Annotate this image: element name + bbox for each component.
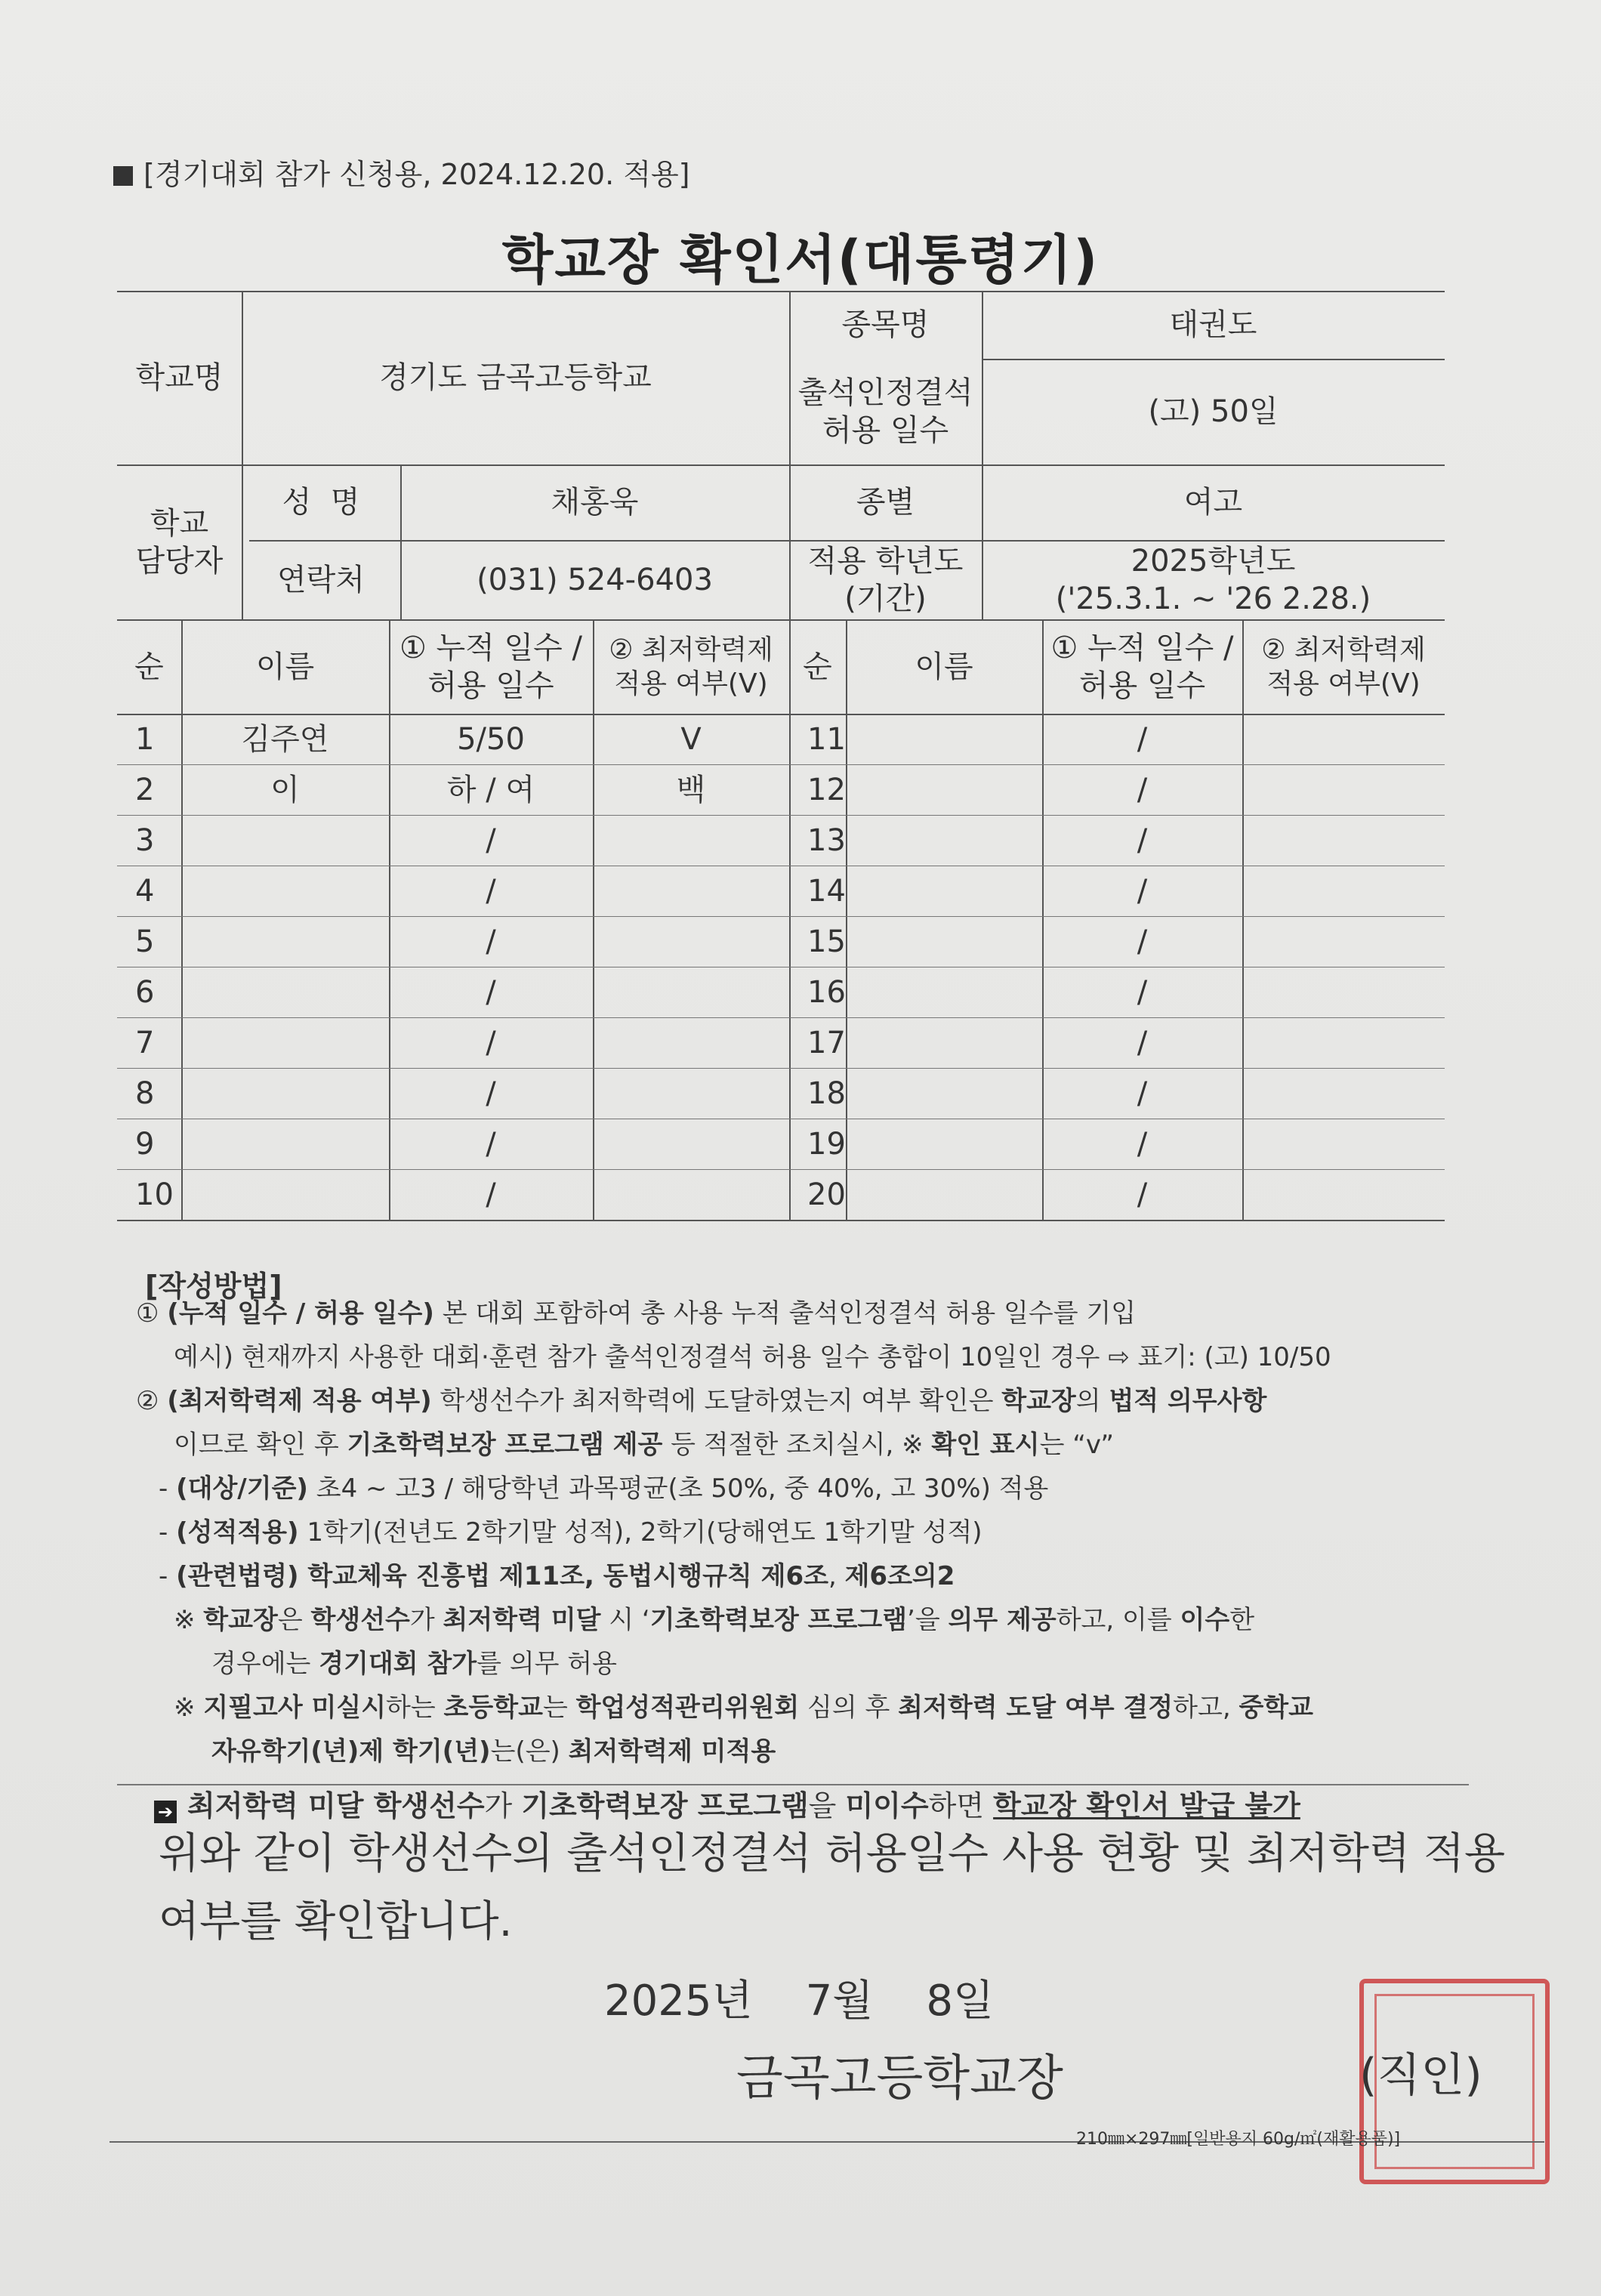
text: - bbox=[159, 1561, 177, 1591]
text-bold: 학생선수 bbox=[310, 1605, 410, 1635]
year-value bbox=[982, 540, 1445, 619]
text: 시 ‘ bbox=[600, 1605, 650, 1635]
seal-label: (직인) bbox=[1359, 2049, 1482, 2102]
table-cell-days: / bbox=[486, 822, 496, 858]
text-bold: 확인 표시 bbox=[931, 1430, 1040, 1460]
arrow-right-icon: ➔ bbox=[154, 1801, 177, 1823]
contact-label: 연락처 bbox=[277, 562, 365, 597]
confirm-statement: 위와 같이 학생선수의 출석인정결석 허용일수 사용 현황 및 최저학력 적용 여부를 확인합니다. bbox=[159, 1829, 1506, 1946]
event-label: 종목명 bbox=[841, 307, 930, 342]
instructions-title: [작성방법] bbox=[145, 1270, 282, 1303]
table-cell-name bbox=[846, 866, 1042, 916]
year-label-line2: (기간) bbox=[844, 581, 927, 616]
text-bold: 기초학력보장 프로그램 제공 bbox=[347, 1430, 663, 1460]
text: 하는 bbox=[386, 1693, 444, 1723]
manager-label-line2: 담당자 bbox=[135, 543, 224, 579]
instruction-line bbox=[136, 1511, 1495, 1554]
table-cell-no: 18 bbox=[807, 1075, 846, 1111]
text-bold: 최저학력 미달 학생선수 bbox=[187, 1789, 485, 1822]
table-cell-days: / bbox=[1137, 1177, 1148, 1212]
table-cell-name: 김주연 bbox=[241, 721, 329, 757]
table-cell-name bbox=[181, 1068, 389, 1119]
table-cell-days: 5/50 bbox=[457, 721, 525, 757]
table-cell-name bbox=[181, 866, 389, 916]
category-value: 여고 bbox=[1183, 485, 1243, 520]
header-name: 이름 bbox=[255, 649, 315, 684]
table-cell-no: 5 bbox=[135, 924, 155, 959]
text-bold: 최저학력 도달 여부 결정 bbox=[898, 1693, 1174, 1723]
text-bold: 이수 bbox=[1180, 1605, 1230, 1635]
table-cell-min bbox=[593, 967, 789, 1017]
table-cell-no: 10 bbox=[135, 1177, 174, 1212]
table-cell-name bbox=[846, 1017, 1042, 1068]
table-cell-days: / bbox=[486, 1025, 496, 1060]
table-cell-name bbox=[846, 1119, 1042, 1169]
table-border-bottom bbox=[117, 1220, 1445, 1221]
text: 하면 bbox=[928, 1789, 994, 1822]
table-cell-name bbox=[181, 815, 389, 866]
text: , bbox=[828, 1561, 845, 1591]
header-days-right bbox=[1042, 619, 1242, 714]
table-cell-name bbox=[846, 764, 1042, 815]
header-note-text: [경기대회 참가 신청용, 2024.12.20. 적용] bbox=[143, 158, 690, 191]
header-min-line2: 적용 여부(V) bbox=[614, 668, 768, 699]
name-label: 성 명 bbox=[282, 485, 360, 520]
text-bold: 기초학력보장 프로그램 bbox=[521, 1789, 809, 1822]
text: 이므로 확인 후 bbox=[174, 1430, 347, 1460]
table-cell-name bbox=[181, 1169, 389, 1220]
text-bold: (누적 일수 / 허용 일수) bbox=[167, 1298, 434, 1329]
text: 초4 ~ 고3 / 해당학년 과목평균(초 50%, 중 40%, 고 30%) 적용 bbox=[307, 1474, 1049, 1504]
table-cell-days: / bbox=[486, 1075, 496, 1111]
text-bold: 중학교 bbox=[1239, 1693, 1313, 1723]
instruction-line bbox=[136, 1598, 1495, 1642]
year-label-line1: 적용 학년도 bbox=[807, 543, 964, 579]
event-value: 태권도 bbox=[1169, 307, 1257, 342]
text: ② bbox=[136, 1386, 168, 1416]
table-cell-min bbox=[593, 1017, 789, 1068]
table-cell-min bbox=[1242, 1017, 1445, 1068]
table-cell-min bbox=[1242, 916, 1445, 967]
section-divider bbox=[117, 1784, 1469, 1785]
table-cell-no: 11 bbox=[807, 721, 846, 757]
year-label bbox=[789, 540, 982, 619]
text: ’을 bbox=[907, 1605, 949, 1635]
issue-date bbox=[604, 1967, 1047, 2028]
text-bold: 학교장 bbox=[1001, 1386, 1076, 1416]
text-bold: 학업성적관리위원회 bbox=[575, 1693, 800, 1723]
header-days bbox=[389, 619, 593, 714]
header-no-right: 순 bbox=[803, 649, 832, 684]
table-cell-days: / bbox=[1137, 1075, 1148, 1111]
table-cell-min bbox=[1242, 967, 1445, 1017]
table-cell-min bbox=[593, 1119, 789, 1169]
text-bold: 경기대회 참가 bbox=[319, 1649, 477, 1679]
table-cell-min bbox=[1242, 1068, 1445, 1119]
text-bold: 기초학력보장 프로그램 bbox=[649, 1605, 908, 1635]
table-cell-no: 15 bbox=[807, 924, 846, 959]
absence-value: (고) 50일 bbox=[1148, 394, 1279, 429]
instruction-line bbox=[136, 1467, 1495, 1511]
header-days-right-line1: ① 누적 일수 / bbox=[1050, 630, 1234, 665]
header-min-right bbox=[1242, 619, 1445, 714]
instruction-line bbox=[136, 1335, 1495, 1379]
principal-name: 금곡고등학교장 bbox=[736, 2051, 1063, 2106]
text-bold: 지필고사 미실시 bbox=[203, 1693, 387, 1723]
table-cell-no: 19 bbox=[807, 1126, 846, 1162]
table-cell-days: / bbox=[1137, 974, 1148, 1010]
text: 본 대회 포함하여 총 사용 누적 출석인정결석 허용 일수를 기입 bbox=[433, 1298, 1137, 1329]
text: 는(은) bbox=[490, 1736, 569, 1767]
header-name-right: 이름 bbox=[915, 649, 973, 684]
year-value-line1: 2025학년도 bbox=[1131, 543, 1296, 579]
table-cell-no: 17 bbox=[807, 1025, 846, 1060]
absence-label bbox=[789, 359, 982, 464]
text: ※ bbox=[174, 1693, 204, 1723]
table-cell-name bbox=[181, 1017, 389, 1068]
table-cell-no: 16 bbox=[807, 974, 846, 1010]
instruction-line bbox=[136, 1686, 1495, 1730]
instruction-line bbox=[136, 1730, 1495, 1773]
text-bold: 제6조의2 bbox=[844, 1561, 955, 1591]
header-min bbox=[593, 619, 789, 714]
table-cell-min bbox=[1242, 1119, 1445, 1169]
text-bold: 법적 의무사항 bbox=[1109, 1386, 1267, 1416]
text-bold: 의무 제공 bbox=[948, 1605, 1057, 1635]
header-no: 순 bbox=[134, 649, 164, 684]
text: - bbox=[159, 1517, 177, 1548]
text-bold: 최저학력 미달 bbox=[443, 1605, 601, 1635]
date-day: 8일 bbox=[926, 1977, 995, 2026]
manager-label bbox=[117, 464, 242, 619]
header-days-line2: 허용 일수 bbox=[427, 668, 554, 703]
document-title: 학교장 확인서(대통령기) bbox=[501, 229, 1100, 291]
header-min-line1: ② 최저학력제 bbox=[609, 634, 773, 665]
table-cell-days: / bbox=[1137, 1126, 1148, 1162]
text: 한 bbox=[1229, 1605, 1255, 1635]
table-cell-days: / bbox=[1137, 924, 1148, 959]
table-cell-min bbox=[1242, 1169, 1445, 1220]
square-bullet-icon bbox=[113, 166, 133, 186]
table-cell-no: 4 bbox=[135, 873, 155, 909]
table-cell-days: / bbox=[486, 974, 496, 1010]
table-cell-name bbox=[181, 967, 389, 1017]
table-cell-days: / bbox=[486, 873, 496, 909]
school-label: 학교명 bbox=[135, 360, 224, 395]
table-cell-min bbox=[593, 916, 789, 967]
table-cell-name bbox=[846, 815, 1042, 866]
absence-label-line2: 허용 일수 bbox=[822, 413, 949, 448]
table-cell-no: 14 bbox=[807, 873, 846, 909]
table-cell-days: / bbox=[1137, 721, 1148, 757]
table-cell-no: 3 bbox=[135, 822, 155, 858]
date-month: 7월 bbox=[805, 1977, 874, 2026]
text: 경우에는 bbox=[211, 1649, 319, 1679]
table-cell-name bbox=[846, 714, 1042, 764]
table-cell-min: V bbox=[680, 721, 702, 757]
date-year: 2025년 bbox=[604, 1977, 753, 2026]
text: 하고, 이를 bbox=[1056, 1605, 1180, 1635]
header-min-right-line2: 적용 여부(V) bbox=[1266, 668, 1421, 699]
text: 가 bbox=[409, 1605, 443, 1635]
text: 의 bbox=[1075, 1386, 1109, 1416]
text: 가 bbox=[484, 1789, 522, 1822]
text-bold-underlined: 학교장 확인서 발급 불가 bbox=[993, 1789, 1300, 1822]
table-cell-days: / bbox=[1137, 1025, 1148, 1060]
table-cell-name bbox=[846, 1068, 1042, 1119]
table-cell-days: / bbox=[486, 924, 496, 959]
table-cell-name bbox=[181, 1119, 389, 1169]
table-cell-days: / bbox=[1137, 822, 1148, 858]
text: 을 bbox=[808, 1789, 846, 1822]
text: 1학기(전년도 2학기말 성적), 2학기(당해연도 1학기말 성적) bbox=[298, 1517, 983, 1548]
table-cell-no: 9 bbox=[135, 1126, 155, 1162]
table-cell-no: 8 bbox=[135, 1075, 155, 1111]
text: 는 bbox=[542, 1693, 576, 1723]
header-note bbox=[113, 151, 690, 193]
table-cell-min bbox=[1242, 714, 1445, 764]
instructions-body bbox=[136, 1292, 1495, 1828]
absence-label-line1: 출석인정결석 bbox=[797, 375, 973, 410]
table-cell-name: 이 bbox=[270, 772, 300, 807]
text-bold: 학교장 bbox=[203, 1605, 278, 1635]
table-cell-min: 백 bbox=[676, 772, 706, 807]
text-bold: 자유학기(년)제 학기(년) bbox=[211, 1736, 491, 1767]
school-value: 경기도 금곡고등학교 bbox=[379, 360, 652, 395]
text-bold: (관련법령) 학교체육 진흥법 제11조, 동법시행규칙 제6조 bbox=[176, 1561, 828, 1591]
table-cell-no: 20 bbox=[807, 1177, 846, 1212]
table-cell-no: 12 bbox=[807, 772, 846, 807]
header-days-line1: ① 누적 일수 / bbox=[399, 630, 583, 665]
table-cell-min bbox=[593, 1169, 789, 1220]
year-value-line2: ('25.3.1. ~ '26 2.28.) bbox=[1055, 581, 1371, 616]
table-cell-no: 7 bbox=[135, 1025, 155, 1060]
paper-spec: 210㎜×297㎜[일반용지 60g/㎡(재활용품)] bbox=[1076, 2130, 1401, 2149]
table-cell-min bbox=[1242, 866, 1445, 916]
table-cell-no: 6 bbox=[135, 974, 155, 1010]
table-cell-days: 하 / 여 bbox=[446, 772, 535, 807]
instruction-line bbox=[136, 1292, 1495, 1335]
text: 심의 후 bbox=[799, 1693, 899, 1723]
table-cell-no: 13 bbox=[807, 822, 846, 858]
text: ※ bbox=[174, 1605, 204, 1635]
table-cell-name bbox=[181, 916, 389, 967]
table-cell-name bbox=[846, 967, 1042, 1017]
text: ① bbox=[136, 1298, 168, 1329]
text: 하고, bbox=[1173, 1693, 1239, 1723]
table-cell-name bbox=[846, 916, 1042, 967]
category-label: 종별 bbox=[856, 485, 915, 520]
instruction-line bbox=[136, 1379, 1495, 1423]
table-cell-no: 1 bbox=[135, 721, 155, 757]
text-bold: 초등학교 bbox=[443, 1693, 543, 1723]
table-cell-days: / bbox=[1137, 873, 1148, 909]
text: 를 의무 허용 bbox=[477, 1649, 617, 1679]
text: 등 적절한 조치실시, ※ bbox=[662, 1430, 932, 1460]
table-cell-min bbox=[1242, 815, 1445, 866]
table-cell-min bbox=[593, 1068, 789, 1119]
table-cell-days: / bbox=[1137, 772, 1148, 807]
manager-name: 채홍욱 bbox=[551, 485, 639, 520]
header-days-right-line2: 허용 일수 bbox=[1078, 668, 1206, 703]
text-bold: (최저학력제 적용 여부) bbox=[167, 1386, 432, 1416]
text: 예시) 현재까지 사용한 대회·훈련 참가 출석인정결석 허용 일수 총합이 10일인 경우 ⇨ 표기: (고) 10/50 bbox=[174, 1342, 1331, 1372]
text-bold: (성적적용) bbox=[176, 1517, 299, 1548]
table-cell-min bbox=[593, 866, 789, 916]
instruction-line bbox=[136, 1642, 1495, 1686]
instruction-line bbox=[136, 1554, 1495, 1598]
table-cell-min bbox=[593, 815, 789, 866]
text-bold: (대상/기준) bbox=[176, 1474, 308, 1504]
text: 학생선수가 최저학력에 도달하였는지 여부 확인은 bbox=[431, 1386, 1002, 1416]
text: 는 “v” bbox=[1039, 1430, 1115, 1460]
contact-value: (031) 524-6403 bbox=[477, 562, 713, 597]
table-cell-min bbox=[1242, 764, 1445, 815]
instruction-line bbox=[136, 1423, 1495, 1467]
text-bold: 최저학력제 미적용 bbox=[568, 1736, 776, 1767]
table-cell-name bbox=[846, 1169, 1042, 1220]
header-min-right-line1: ② 최저학력제 bbox=[1261, 634, 1426, 665]
manager-label-line1: 학교 bbox=[150, 505, 209, 541]
table-cell-days: / bbox=[486, 1177, 496, 1212]
text: - bbox=[159, 1474, 177, 1504]
text-bold: 미이수 bbox=[845, 1789, 929, 1822]
table-cell-days: / bbox=[486, 1126, 496, 1162]
text: 은 bbox=[277, 1605, 311, 1635]
table-cell-no: 2 bbox=[135, 772, 155, 807]
